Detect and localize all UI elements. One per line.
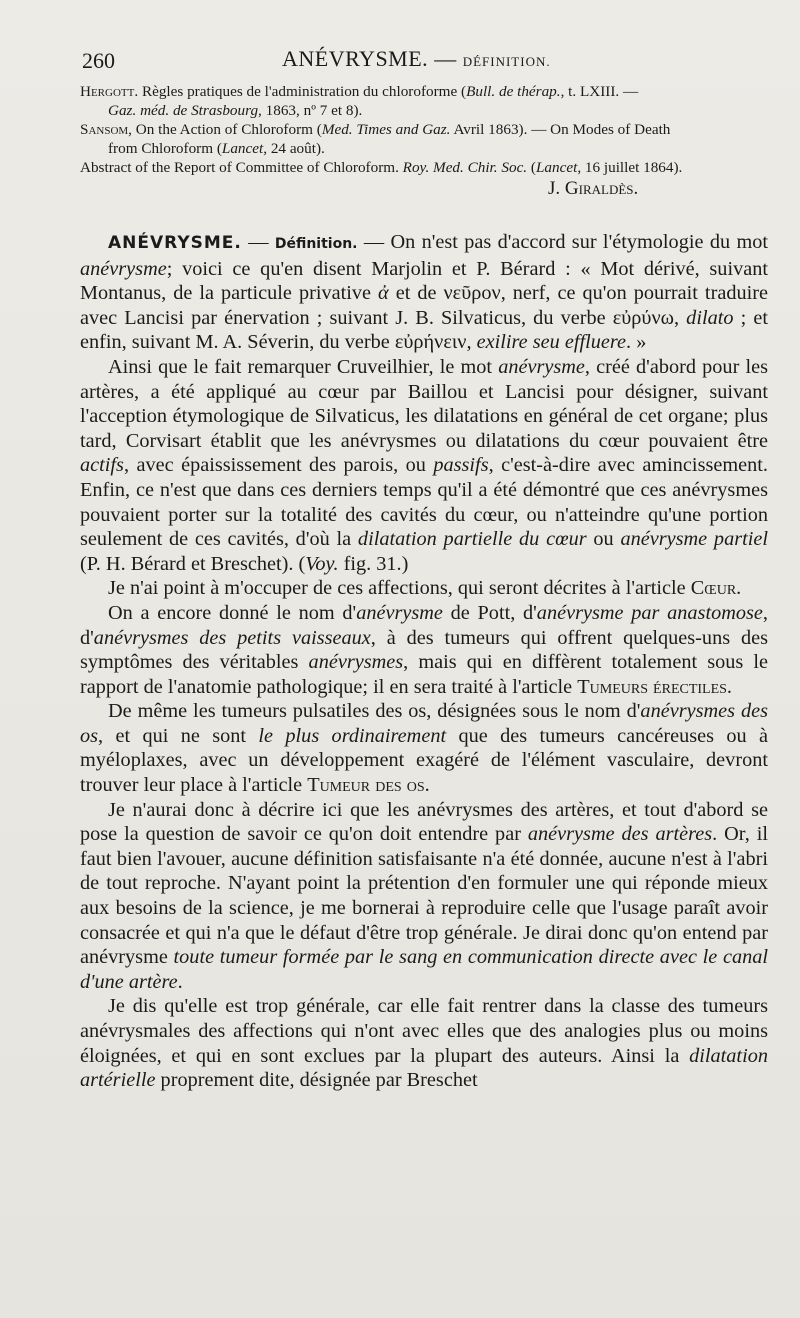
biblio-entry-hergott: Hergott. Règles pratiques de l'administration du chloroforme (Bull. de thérap., t. LXIII. — [80, 83, 639, 100]
biblio-entry-abstract: Abstract of the Report of Committee of Chloroform. Roy. Med. Chir. Soc. (Lancet, 16 juillet 1864). [80, 159, 683, 176]
paragraph-definition: ANÉVRYSME. — Définition. — On n'est pas d'accord sur l'étymologie du mot anévrysme; voici ce qu'en disent Marjolin et P. Bérard : « Mot dérivé, suivant Montanus, de la particule privative ἀ et de νεῦρον, nerf, ce qu'on pourrait traduire avec Lancisi par énervation ; suivant J. B. Silvaticus, du verbe εὐρύνω, dilato ; et enfin, suivant M. A. Séverin, du verbe εὐρήνειν, exilire seu effluere. » [80, 231, 768, 354]
entry-heading: ANÉVRYSME. [108, 233, 242, 253]
paragraph-os: De même les tumeurs pulsatiles des os, désignées sous le nom d'anévrysmes des os, et qui ne sont le plus ordinairement que des tumeurs cancéreuses ou à myéloplaxes, avec un développement exagéré de l'élément vasculaire, devront trouver leur place à l'article Tumeur des os. [80, 700, 769, 797]
paragraph-cruveilhier: Ainsi que le fait remarquer Cruveilhier, le mot anévrysme, créé d'abord pour les artères, a été appliqué au cœur par Baillou et Lancisi pour désigner, suivant l'acception étymologique de Silvaticus, les dilatations en général de cet organe; plus tard, Corvisart établit que les anévrysmes ou dilatations du cœur pouvaient être actifs, avec épaississement des parois, ou passifs, c'est-à-dire avec amincissement. Enfin, ce n'est que dans ces derniers temps qu'il a été démontré que ces anévrysmes pouvaient porter sur la totalité des cavités du cœur, ou n'atteindre qu'une portion seulement de ces cavités, d'où la dilatation partielle du cœur ou anévrysme partiel (P. H. Bérard et Breschet). (Voy. fig. 31.) [80, 355, 769, 575]
paragraph-pott: On a encore donné le nom d'anévrysme de Pott, d'anévrysme par anastomose, d'anévrysmes des petits vaisseaux, à des tumeurs qui offrent quelques-uns des symptômes des véritables anévrysmes, mais qui en diffèrent totalement sous le rapport de l'anatomie pathologique; il en sera traité à l'article Tumeurs érectiles. [80, 601, 768, 698]
running-title [282, 46, 551, 72]
paragraph-generale: Je dis qu'elle est trop générale, car elle fait rentrer dans la classe des tumeurs anévrysmales des affections qui n'ont avec elles que des analogies plus ou moins éloignées, et qui en sont exclues par la plupart des auteurs. Ainsi la dilatation artérielle proprement dite, désignée par Breschet [80, 995, 768, 1092]
biblio-entry-sansom-cont: from Chloroform (Lancet, 24 août). [108, 140, 325, 157]
bibliography [80, 82, 750, 177]
page-number: 260 [82, 48, 115, 73]
biblio-author: Hergott. [80, 83, 139, 100]
biblio-entry-sansom: Sansom, On the Action of Chloroform (Med. Times and Gaz. Avril 1863). — On Modes of Death [80, 121, 671, 138]
article-body [80, 230, 768, 1093]
biblio-entry-hergott-cont: Gaz. méd. de Strasbourg, 1863, nº 7 et 8). [108, 102, 363, 119]
running-title-main: ANÉVRYSME. [282, 46, 429, 71]
entry-subheading: Définition. [274, 236, 358, 252]
paragraph-arteres: Je n'aurai donc à décrire ici que les anévrysmes des artères, et tout d'abord se pose la question de savoir ce qu'on doit entendre par anévrysme des artères. Or, il faut bien l'avouer, aucune définition satisfaisante n'a été donnée, aucune n'est à l'abri de tout reproche. N'ayant point la prétention d'en formuler une qui réponde mieux aux besoins de la science, je me bornerai à reproduire celle que l'usage paraît avoir consacrée et qui n'a que le défaut d'être trop générale. Je dirai donc qu'on entend par anévrysme toute tumeur formée par le sang en communication directe avec le canal d'une artère. [80, 798, 769, 993]
biblio-author: Sansom, [80, 121, 132, 138]
author-signature: J. Giraldès. [548, 178, 639, 199]
running-title-separator: — [428, 46, 463, 71]
page-header [82, 44, 742, 76]
running-title-subtitle: DÉFINITION. [462, 54, 551, 69]
paragraph-coeur: Je n'ai point à m'occuper de ces affections, qui seront décrites à l'article Cœur. [108, 577, 742, 600]
